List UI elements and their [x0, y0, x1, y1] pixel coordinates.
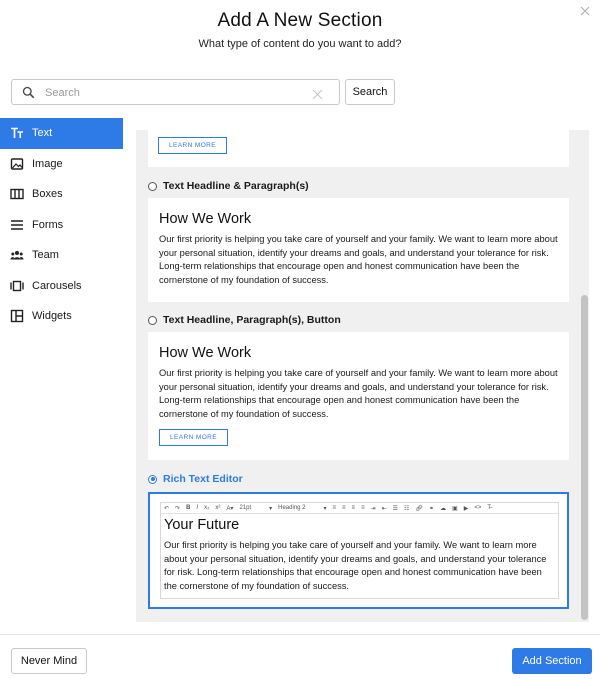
editor-paragraph: Our first priority is helping you take care of yourself and your family. We want to learn more about your personal situation, identify your dreams and goals, and understand your tolerance for risk. Long-term relationships that encourage open and honest communication have been the cornerstone of my foundation of success.	[164, 540, 547, 591]
text-size-icon	[10, 126, 24, 140]
outdent-icon: ⇤	[381, 505, 387, 512]
align-left-icon: ≡	[332, 505, 337, 511]
search-input[interactable]	[45, 83, 305, 102]
subscript-icon: x₂	[204, 505, 210, 511]
learn-more-button: LEARN MORE	[159, 429, 228, 446]
preview-paragraph: Our first priority is helping you take care of yourself and your family. We want to learn more about your personal situation, identify your dreams and goals, and understand your tolerance for risk. Long-term relationships that encourage open and honest communication have been the cornerstone of my foundation of success.	[159, 234, 558, 285]
search-icon	[22, 86, 35, 99]
learn-more-button: LEARN MORE	[158, 137, 227, 154]
modal-title: Add A New Section	[217, 10, 383, 31]
editor-area	[160, 502, 559, 599]
form-lines-icon	[10, 218, 24, 232]
carousel-icon	[10, 279, 24, 293]
sidebar-item-image[interactable]	[0, 149, 123, 180]
sidebar-item-text[interactable]	[0, 118, 123, 149]
bold-icon: B	[186, 505, 191, 511]
editor-toolbar	[161, 503, 558, 514]
unlink-icon: ⚭	[429, 505, 435, 512]
sidebar-item-forms[interactable]	[0, 210, 123, 241]
category-sidebar	[0, 118, 123, 332]
radio-button[interactable]	[148, 316, 157, 325]
option-text-headline-paragraph[interactable]	[148, 179, 309, 193]
option-label: Rich Text Editor	[163, 473, 243, 485]
scrollbar[interactable]	[580, 130, 589, 622]
preview-paragraph: Our first priority is helping you take care of yourself and your family. We want to learn more about your personal situation, identify your dreams and goals, and understand your tolerance for risk. Long-term relationships that encourage open and honest communication have been the cornerstone of my foundation of success.	[159, 368, 558, 419]
preview-heading: How We Work	[159, 211, 252, 227]
indent-icon: ⇥	[370, 505, 376, 512]
sidebar-item-widgets[interactable]	[0, 301, 123, 332]
modal-subtitle: What type of content do you want to add?	[198, 38, 402, 50]
redo-icon: ↷	[175, 505, 181, 512]
columns-icon	[10, 187, 24, 201]
option-rich-text-editor[interactable]	[148, 472, 243, 486]
radio-button-selected[interactable]	[148, 475, 157, 484]
numbered-list-icon: ☷	[404, 505, 410, 512]
template-preview-card[interactable]	[148, 198, 569, 302]
option-label: Text Headline & Paragraph(s)	[163, 180, 309, 192]
sidebar-item-team[interactable]	[0, 240, 123, 271]
clear-search-icon[interactable]	[312, 87, 323, 98]
align-right-icon: ≡	[351, 505, 356, 511]
sidebar-item-boxes[interactable]	[0, 179, 123, 210]
team-icon	[10, 248, 24, 262]
image-icon	[10, 157, 24, 171]
search-row	[11, 79, 595, 105]
template-preview-card[interactable]	[148, 130, 569, 167]
search-button[interactable]: Search	[345, 79, 395, 105]
sidebar-item-label: Team	[32, 249, 59, 262]
chevron-down-icon: ▾	[323, 505, 327, 512]
sidebar-item-label: Widgets	[32, 310, 72, 323]
image-insert-icon: ▣	[452, 505, 458, 512]
align-center-icon: ≡	[342, 505, 346, 511]
italic-icon: I	[196, 505, 199, 511]
superscript-icon: x²	[215, 505, 221, 511]
sidebar-item-label: Text	[32, 127, 53, 140]
option-label: Text Headline, Paragraph(s), Button	[163, 314, 341, 326]
block-format-select: Heading 2	[278, 505, 306, 511]
radio-button[interactable]	[148, 182, 157, 191]
clear-format-icon: T̶	[487, 505, 492, 511]
sidebar-item-carousels[interactable]	[0, 271, 123, 302]
editor-heading: Your Future	[164, 517, 240, 533]
chevron-down-icon: ▾	[269, 505, 273, 512]
template-list[interactable]	[136, 130, 589, 622]
bullet-list-icon: ☰	[392, 505, 399, 512]
template-preview-card[interactable]	[148, 332, 569, 460]
scrollbar-thumb[interactable]	[581, 295, 588, 620]
code-icon: <>	[474, 505, 482, 511]
search-box	[11, 79, 340, 105]
video-icon: ▶	[463, 505, 469, 512]
modal-header	[0, 0, 600, 70]
sidebar-item-label: Forms	[32, 218, 64, 231]
font-color-icon: A▾	[226, 505, 234, 512]
sidebar-item-label: Carousels	[32, 279, 82, 292]
widgets-icon	[10, 309, 24, 323]
upload-icon: ☁︎	[440, 505, 447, 512]
rich-text-editor-preview[interactable]	[148, 492, 569, 609]
align-justify-icon: ≡	[361, 505, 365, 511]
sidebar-item-label: Image	[32, 157, 63, 170]
add-section-button[interactable]: Add Section	[512, 648, 592, 674]
link-icon: 🔗︎	[415, 505, 424, 512]
font-size-select: 21pt	[239, 505, 252, 511]
sidebar-item-label: Boxes	[32, 188, 63, 201]
never-mind-button[interactable]: Never Mind	[11, 648, 87, 674]
modal-footer	[0, 634, 600, 679]
undo-icon: ↶	[164, 505, 170, 512]
editor-body	[161, 514, 558, 593]
preview-heading: How We Work	[159, 345, 252, 361]
option-text-headline-paragraph-button[interactable]	[148, 313, 341, 327]
close-icon[interactable]	[578, 4, 592, 18]
